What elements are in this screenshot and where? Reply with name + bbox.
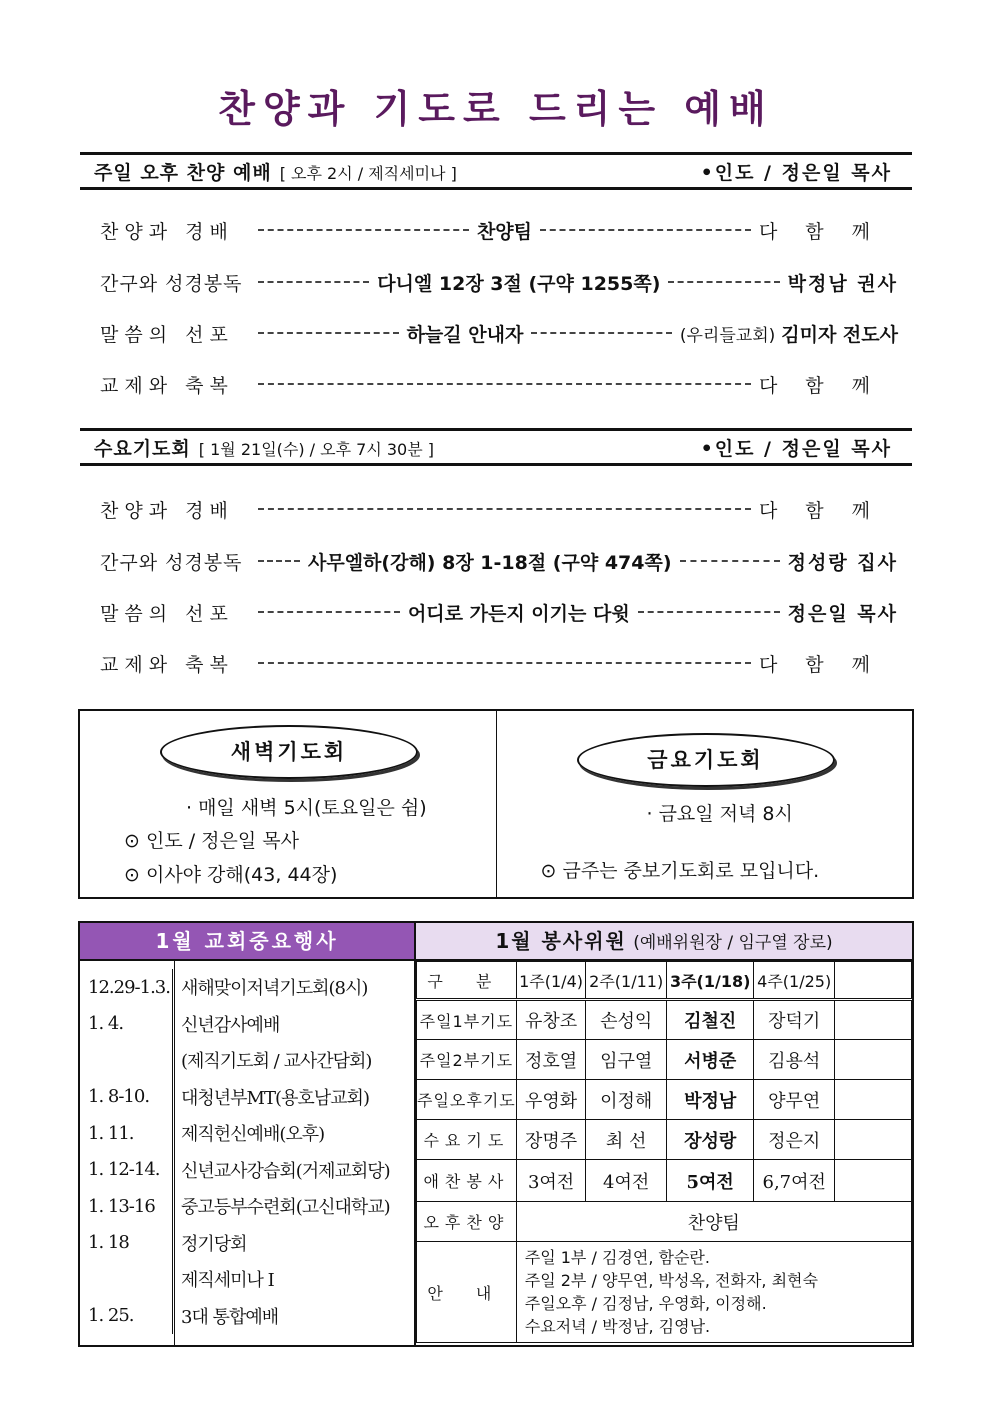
- event-row: [80, 1152, 414, 1189]
- event-row: [80, 1225, 414, 1262]
- event-text: 3대 통합예배: [181, 1306, 279, 1328]
- event-date: 12.29-1.3.: [80, 969, 173, 1006]
- staff-cell: 최 선: [586, 1120, 667, 1160]
- wednesday-service-title: 수요기도회: [94, 437, 191, 460]
- staff-cell: 정은지: [754, 1120, 835, 1160]
- sunday-service-leader: •인도 / 정은일 목사: [700, 161, 892, 184]
- order-label: 말씀의 선포: [100, 323, 234, 346]
- dash-leader: [680, 560, 780, 562]
- order-person: 다함께: [758, 653, 898, 676]
- event-date: 1. 25.: [80, 1298, 173, 1335]
- dash-leader: [258, 662, 751, 664]
- dawn-prayer-panel: [80, 711, 496, 897]
- order-person: 정성랑 집사: [787, 551, 898, 574]
- event-row: [80, 1115, 414, 1152]
- staff-row-label: 오후찬양: [417, 1202, 517, 1242]
- staff-col-header: 4주(1/25): [754, 962, 835, 1000]
- order-person: 다함께: [758, 374, 898, 397]
- order-content: 하늘길 안내자: [406, 323, 524, 346]
- order-person: 다함께: [758, 220, 898, 243]
- dash-leader: [258, 332, 399, 334]
- order-item: [100, 369, 898, 399]
- friday-prayer-time: · 금요일 저녁 8시: [646, 803, 793, 825]
- staff-cell: 5여전: [666, 1160, 753, 1202]
- friday-prayer-panel: [496, 711, 913, 897]
- dawn-prayer-title: 새벽기도회: [160, 725, 418, 779]
- staff-col-header: 3주(1/18): [666, 962, 753, 1000]
- staff-header: [416, 923, 912, 961]
- staff-row-label: 주일2부기도: [417, 1040, 517, 1080]
- event-text: 중고등부수련회(고신대학교): [181, 1197, 390, 1219]
- staff-col-header: 2주(1/11): [586, 962, 667, 1000]
- staff-cell: 박정남: [666, 1080, 753, 1120]
- dash-leader: [258, 281, 369, 283]
- event-text: (제직기도회 / 교사간담회): [181, 1051, 372, 1073]
- dash-leader: [258, 508, 751, 510]
- notice-line: 주일 2부 / 양무연, 박성옥, 전화자, 최현숙: [524, 1271, 818, 1290]
- order-item: [100, 648, 898, 678]
- dash-leader: [531, 332, 672, 334]
- order-label: 찬양과 경배: [100, 220, 234, 243]
- staff-cell: [835, 1000, 912, 1040]
- event-row: [80, 1006, 414, 1043]
- wednesday-service-info: [ 1월 21일(수) / 오후 7시 30분 ]: [198, 439, 435, 459]
- event-date: [80, 1261, 173, 1298]
- event-row: [80, 969, 414, 1006]
- event-text: 신년감사예배: [181, 1014, 280, 1036]
- event-date: 1. 13-16: [80, 1188, 173, 1225]
- staff-row: [417, 1040, 912, 1080]
- sunday-service-info: [ 오후 2시 / 제직세미나 ]: [279, 163, 457, 183]
- staff-panel: [416, 923, 912, 1345]
- staff-cell: [835, 1160, 912, 1202]
- events-title: 1월 교회중요행사: [80, 923, 414, 961]
- wednesday-service-leader: •인도 / 정은일 목사: [700, 437, 892, 460]
- event-row: [80, 1298, 414, 1335]
- event-date: 1. 8-10.: [80, 1079, 173, 1116]
- staff-row: [417, 1160, 912, 1202]
- dash-leader: [258, 383, 751, 385]
- notice-line: 수요저녁 / 박정남, 김영남.: [524, 1317, 711, 1336]
- order-content: 다니엘 12장 3절 (구약 1255쪽): [377, 272, 661, 295]
- sunday-service-title: 주일 오후 찬양 예배: [94, 161, 272, 184]
- staff-cell: 장명주: [516, 1120, 586, 1160]
- order-label: 찬양과 경배: [100, 499, 234, 522]
- staff-cell: 김철진: [666, 1000, 753, 1040]
- notice-row: [417, 1242, 912, 1343]
- order-content: 찬양팀: [476, 220, 532, 243]
- event-row: [80, 1188, 414, 1225]
- dawn-prayer-leader: ⊙ 인도 / 정은일 목사: [124, 830, 299, 852]
- staff-row: [417, 1080, 912, 1120]
- order-person: 다함께: [758, 499, 898, 522]
- order-item: [100, 318, 898, 348]
- sunday-service-header: [80, 152, 912, 190]
- dash-leader: [258, 611, 400, 613]
- events-divider: [174, 961, 175, 1345]
- order-item: [100, 215, 898, 245]
- staff-cell: 이정해: [586, 1080, 667, 1120]
- staff-cell: [835, 1080, 912, 1120]
- order-item: [100, 597, 898, 627]
- prayer-meetings-box: [78, 709, 914, 899]
- order-item: [100, 546, 898, 576]
- staff-title: 1월 봉사위원: [495, 929, 627, 953]
- staff-cell: [835, 1040, 912, 1080]
- staff-row: [417, 1120, 912, 1160]
- friday-prayer-title: 금요기도회: [577, 733, 835, 787]
- event-text: 제직헌신예배(오후): [181, 1124, 325, 1146]
- order-person: 정은일 목사: [787, 602, 899, 625]
- staff-row-label: 주일1부기도: [417, 1000, 517, 1040]
- event-date: [80, 1042, 173, 1079]
- staff-row-label: 애찬봉사: [417, 1160, 517, 1202]
- dash-leader: [258, 229, 469, 231]
- staff-cell: 우영화: [516, 1080, 586, 1120]
- staff-cell: 유창조: [516, 1000, 586, 1040]
- staff-cell: 6,7여전: [754, 1160, 835, 1202]
- order-item: [100, 267, 898, 297]
- event-date: 1. 18: [80, 1225, 173, 1262]
- dash-leader: [540, 229, 751, 231]
- staff-cell: 정호열: [516, 1040, 586, 1080]
- event-text: 제직세미나 I: [181, 1270, 274, 1292]
- order-label: 교제와 축복: [100, 653, 234, 676]
- staff-cell: 양무연: [754, 1080, 835, 1120]
- staff-cell: 김용석: [754, 1040, 835, 1080]
- afternoon-praise-team: 찬양팀: [516, 1202, 911, 1242]
- staff-subtitle: (예배위원장 / 임구열 장로): [633, 933, 833, 953]
- staff-cell: 서병준: [666, 1040, 753, 1080]
- event-date: 1. 11.: [80, 1115, 173, 1152]
- staff-col-header: [835, 962, 912, 1000]
- staff-row-label: 수요기도: [417, 1120, 517, 1160]
- staff-header-row: [417, 962, 912, 1000]
- staff-table: [416, 961, 912, 1343]
- events-panel: [80, 923, 416, 1345]
- order-label: 말씀의 선포: [100, 602, 234, 625]
- dash-leader: [638, 611, 780, 613]
- order-label: 간구와 성경봉독: [100, 272, 243, 295]
- event-text: 정기당회: [181, 1233, 247, 1255]
- order-label: 간구와 성경봉독: [100, 551, 243, 574]
- notice-label: 안 내: [417, 1242, 517, 1343]
- dawn-prayer-time: · 매일 새벽 5시(토요일은 쉼): [186, 797, 427, 819]
- event-date: 1. 4.: [80, 1006, 173, 1043]
- order-item: [100, 494, 898, 524]
- staff-cell: 장덕기: [754, 1000, 835, 1040]
- staff-cell: 3여전: [516, 1160, 586, 1202]
- friday-prayer-notice: ⊙ 금주는 중보기도회로 모입니다.: [540, 860, 820, 882]
- order-person: 김미자 전도사: [781, 323, 898, 346]
- staff-cell: 임구열: [586, 1040, 667, 1080]
- staff-col-header: 구 분: [417, 962, 517, 1000]
- dash-leader: [668, 281, 779, 283]
- staff-cell: 4여전: [586, 1160, 667, 1202]
- staff-cell: 손성익: [586, 1000, 667, 1040]
- notice-line: 주일 1부 / 김경연, 함순란.: [524, 1248, 710, 1267]
- order-label: 교제와 축복: [100, 374, 234, 397]
- event-row: [80, 1079, 414, 1116]
- bottom-section: [78, 921, 914, 1347]
- page-title: 찬양과 기도로 드리는 예배: [218, 87, 774, 131]
- dawn-prayer-study: ⊙ 이사야 강해(43, 44장): [124, 864, 338, 886]
- events-table: [80, 969, 414, 1334]
- staff-row: [417, 1000, 912, 1040]
- event-date: 1. 12-14.: [80, 1152, 173, 1189]
- notice-line: 주일오후 / 김정남, 우영화, 이정해.: [524, 1294, 767, 1313]
- staff-row-label: 주일오후기도: [417, 1080, 517, 1120]
- notice-content: [516, 1242, 911, 1343]
- staff-col-header: 1주(1/4): [516, 962, 586, 1000]
- order-content: 어디로 가든지 이기는 다윗: [407, 602, 630, 625]
- wednesday-service-header: [80, 428, 912, 466]
- order-content: 사무엘하(강해) 8장 1-18절 (구약 474쪽): [308, 551, 672, 574]
- order-person: 박정남 권사: [787, 272, 898, 295]
- event-text: 대청년부MT(용호남교회): [181, 1087, 369, 1109]
- staff-cell: 장성랑: [666, 1120, 753, 1160]
- event-text: 신년교사강습회(거제교회당): [181, 1160, 390, 1182]
- order-church: (우리들교회): [679, 325, 776, 346]
- staff-row: [417, 1202, 912, 1242]
- event-row: [80, 1261, 414, 1298]
- event-text: 새해맞이저녁기도회(8시): [181, 978, 368, 1000]
- staff-cell: [835, 1120, 912, 1160]
- dash-leader: [258, 560, 300, 562]
- event-row: [80, 1042, 414, 1079]
